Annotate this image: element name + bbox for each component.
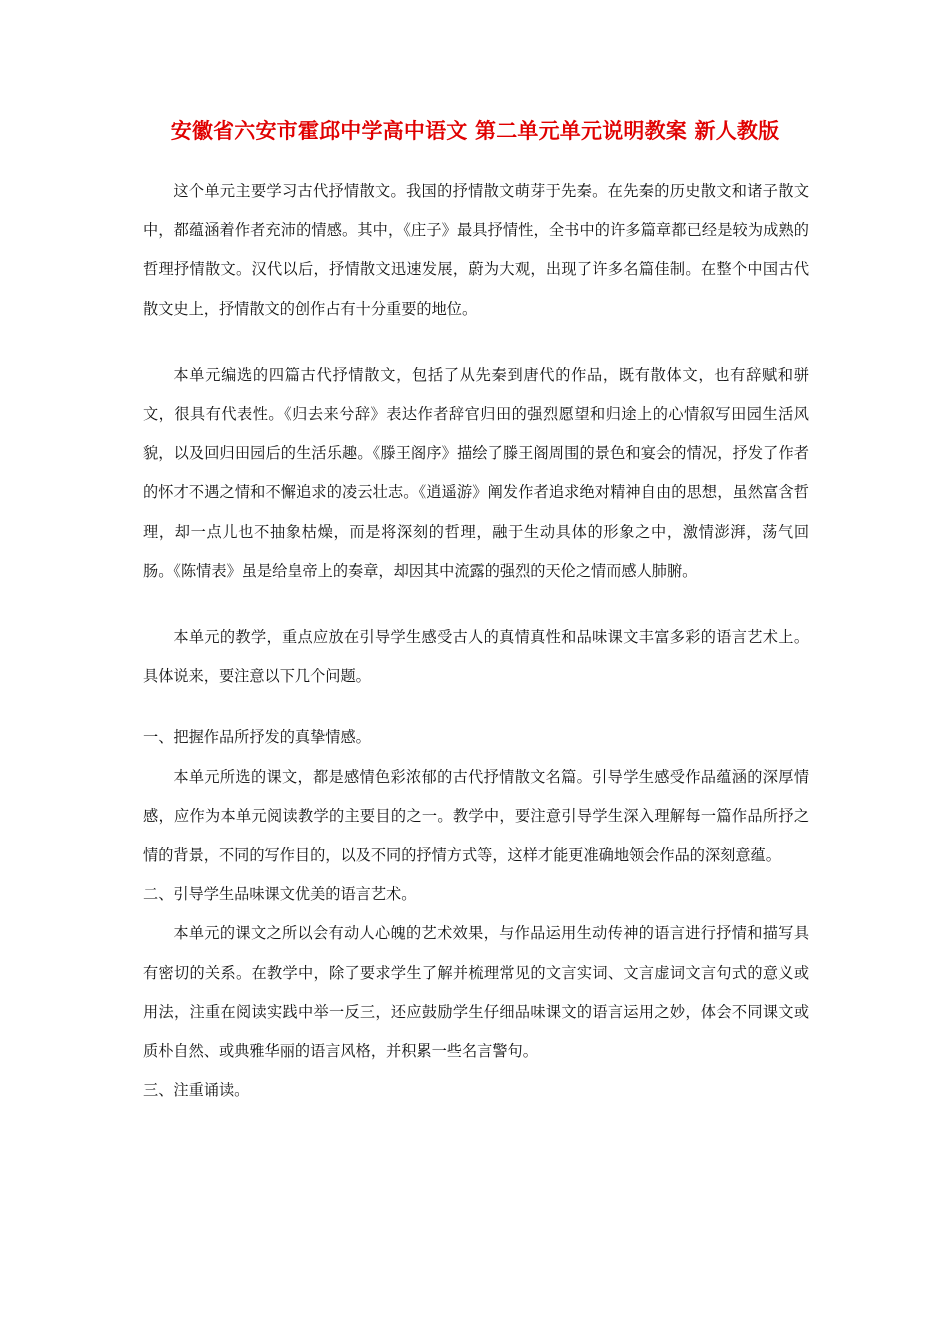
section-heading-2: 二、引导学生品味课文优美的语言艺术。 [143, 885, 417, 904]
paragraph-section-1: 本单元所选的课文，都是感情色彩浓郁的古代抒情散文名篇。引导学生感受作品蕴涵的深厚情感，应作为本单元阅读教学的主要目的之一。教学中，要注意引导学生深入理解每一篇作品所抒之情的背景，不同的写作目的，以及不同的抒情方式等，这样才能更准确地领会作品的深刻意蕴。 [143, 767, 809, 865]
paragraph-gap [143, 329, 809, 356]
paragraph-intro: 这个单元主要学习古代抒情散文。我国的抒情散文萌芽于先秦。在先秦的历史散文和诸子散文中，都蕴涵着作者充沛的情感。其中，《庄子》最具抒情性，全书中的许多篇章都已经是较为成熟的哲理抒情散文。汉代以后，抒情散文迅速发展，蔚为大观，出现了许多名篇佳制。在整个中国古代散文史上，抒情散文的创作占有十分重要的地位。 [143, 182, 809, 318]
paragraph-gap [143, 696, 809, 718]
paragraph-selections: 本单元编选的四篇古代抒情散文，包括了从先秦到唐代的作品，既有散体文，也有辞赋和骈文，很具有代表性。《归去来兮辞》表达作者辞官归田的强烈愿望和归途上的心情叙写田园生活风貌，以及回归田园后的生活乐趣。《滕王阁序》描绘了滕王阁周围的景色和宴会的情况，抒发了作者的怀才不遇之情和不懈追求的凌云壮志。《逍遥游》阐发作者追求绝对精神自由的思想，虽然富含哲理，却一点儿也不抽象枯燥，而是将深刻的哲理，融于生动具体的形象之中，激情澎湃，荡气回肠。《陈情表》虽是给皇帝上的奏章，却因其中流露的强烈的天伦之情而感人肺腑。 [143, 365, 809, 580]
section-heading-1: 一、把握作品所抒发的真挚情感。 [143, 728, 371, 747]
section-heading-3: 三、注重诵读。 [143, 1081, 250, 1100]
document-title: 安徽省六安市霍邱中学高中语文 第二单元单元说明教案 新人教版 [170, 118, 780, 143]
paragraph-section-2: 本单元的课文之所以会有动人心魄的艺术效果，与作品运用生动传神的语言进行抒情和描写具有密切的关系。在教学中，除了要求学生了解并梳理常见的文言实词、文言虚词文言句式的意义或用法，注重在阅读实践中举一反三，还应鼓励学生仔细品味课文的语言运用之妙，体会不同课文或质朴自然、或典雅华丽的语言风格，并积累一些名言警句。 [143, 924, 809, 1061]
document-body [143, 172, 809, 1110]
paragraph-teaching-focus: 本单元的教学，重点应放在引导学生感受古人的真情真性和品味课文丰富多彩的语言艺术上。具体说来，要注意以下几个问题。 [143, 628, 809, 686]
paragraph-gap [143, 591, 809, 618]
